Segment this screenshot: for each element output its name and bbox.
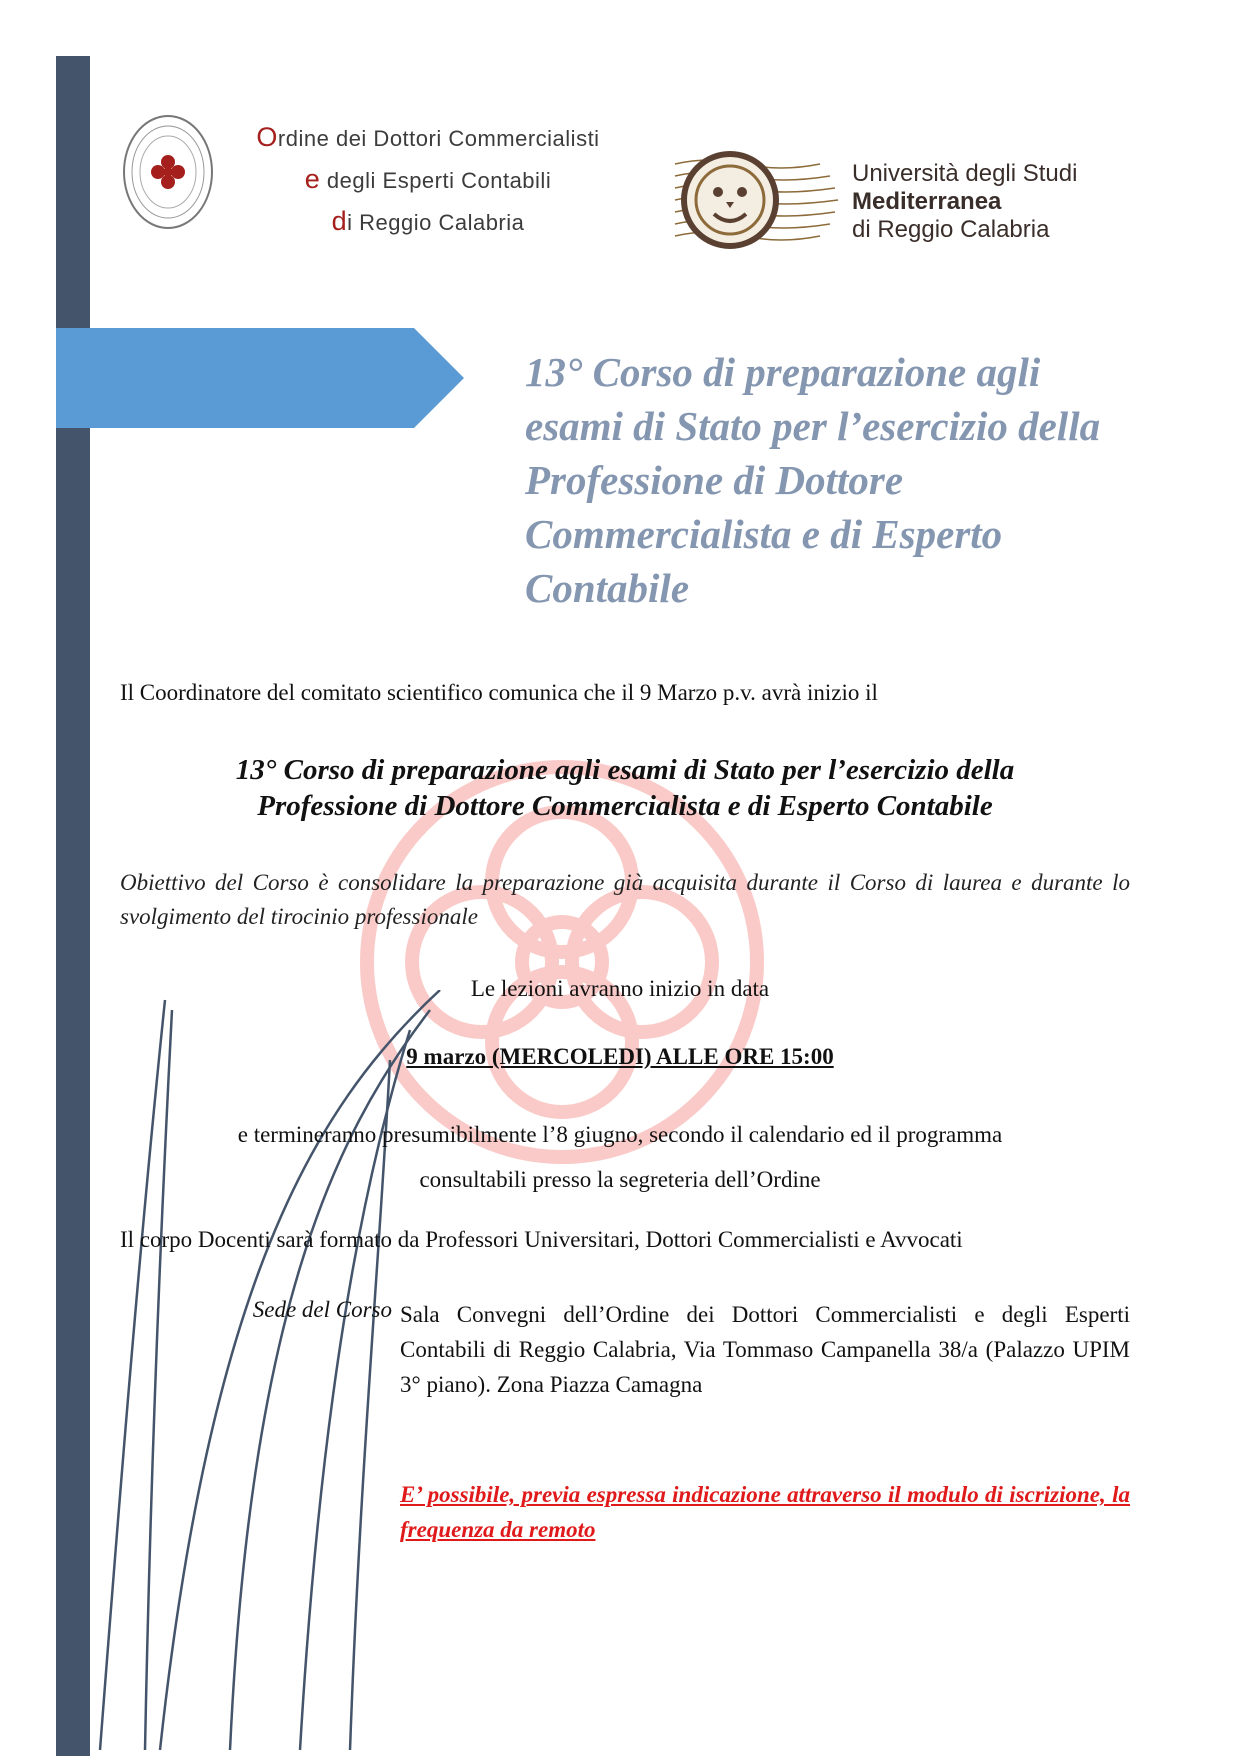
- decorative-lines: [90, 990, 450, 1756]
- odcec-name: [228, 117, 628, 243]
- venue-address: Sala Convegni dell’Ordine dei Dottori Commercialisti e degli Esperti Contabili di Reggio Calabria, Via Tommaso Campanella 38/a (Palazzo UPIM 3° piano). Zona Piazza Camagna: [400, 1302, 1130, 1397]
- odcec-line-3: di Reggio Calabria: [331, 206, 525, 236]
- intro-text: Il Coordinatore del comitato scientifico comunica che il 9 Marzo p.v. avrà inizio il: [120, 680, 878, 705]
- university-line-3: di Reggio Calabria: [852, 216, 1050, 243]
- odcec-seal-icon: [120, 112, 216, 232]
- start-label: Le lezioni avranno inizio in data: [470, 976, 770, 1001]
- sidebar-bar: [56, 56, 90, 1756]
- remote-attendance-note: E’ possibile, previa espressa indicazione attraverso il modulo di iscrizione, la frequenza da remoto: [400, 1482, 1130, 1542]
- university-lion-emblem-icon: [670, 146, 840, 254]
- arrow-banner: [56, 328, 464, 428]
- university-line-2: Mediterranea: [852, 188, 1002, 215]
- course-title-line-2: Professione di Dottore Commercialista e di Esperto Contabile: [257, 790, 993, 822]
- end-note: [120, 1112, 1120, 1202]
- start-date: 9 marzo (MERCOLEDI) ALLE ORE 15:00: [406, 1044, 834, 1069]
- faculty-text: Il corpo Docenti sarà formato da Professori Universitari, Dottori Commercialisti e Avvocati: [120, 1227, 963, 1252]
- headline: 13° Corso di preparazione agli esami di Stato per l’esercizio della Professione di Dottore Commercialista e di Esperto Contabile: [525, 349, 1101, 611]
- university-logo: [670, 146, 1190, 256]
- course-title: [120, 752, 1130, 824]
- odcec-line-2: e degli Esperti Contabili: [304, 164, 552, 194]
- university-line-1: Università degli Studi: [852, 160, 1078, 187]
- end-note-line-1: e termineranno presumibilmente l’8 giugno, secondo il calendario ed il programma: [237, 1122, 1003, 1147]
- course-objective: Obiettivo del Corso è consolidare la preparazione già acquisita durante il Corso di laurea e durante lo svolgimento del tirocinio professionale: [120, 870, 1130, 929]
- end-note-line-2: consultabili presso la segreteria dell’Ordine: [419, 1167, 821, 1192]
- odcec-logo: [120, 112, 620, 252]
- venue-label: Sede del Corso: [252, 1297, 392, 1322]
- course-title-line-1: 13° Corso di preparazione agli esami di Stato per l’esercizio della: [235, 754, 1015, 786]
- odcec-line-1: Ordine dei Dottori Commercialisti: [256, 122, 600, 152]
- university-name: [852, 160, 1077, 244]
